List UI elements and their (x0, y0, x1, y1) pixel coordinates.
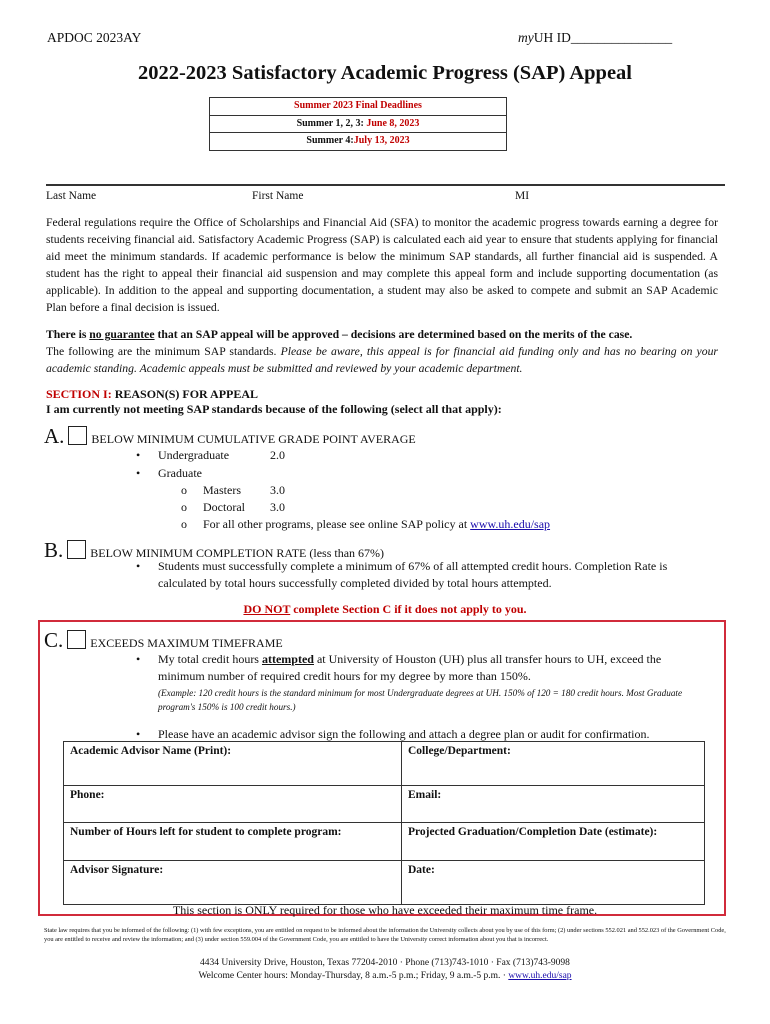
phone-label: Phone: (70, 789, 105, 801)
email-field[interactable] (402, 786, 705, 823)
deadline-2-label: Summer 4: (306, 135, 354, 146)
list-item-other-programs (203, 516, 550, 533)
name-input-line[interactable] (46, 184, 725, 186)
section-1-header (46, 387, 502, 417)
uh-id-prefix: my (518, 30, 534, 45)
masters-label: Masters (203, 483, 241, 497)
deadlines-heading: Summer 2023 Final Deadlines (294, 100, 422, 111)
timeframe-text-p1: My total credit hours (158, 652, 262, 666)
option-b-checkbox[interactable] (67, 540, 86, 559)
footer-link[interactable]: www.uh.edu/sap (508, 971, 572, 981)
deadline-1-date: June 8, 2023 (366, 117, 420, 129)
college-field[interactable] (402, 742, 705, 786)
option-a (44, 424, 416, 449)
guarantee-emphasis: no guarantee (89, 328, 155, 341)
doctoral-label: Doctoral (203, 500, 245, 514)
last-name-label: Last Name (46, 190, 97, 202)
uh-id-field[interactable] (518, 30, 672, 46)
phone-field[interactable] (64, 786, 402, 823)
advisor-instruction-text: Please have an academic advisor sign the following and attach a degree plan or audit for confirmation. (158, 727, 650, 741)
sap-policy-link[interactable]: www.uh.edu/sap (470, 517, 551, 531)
section-1-instruction: I am currently not meeting SAP standards because of the following (select all that apply): (46, 402, 502, 416)
undergrad-label: Undergraduate (158, 448, 230, 462)
first-name-label: First Name (252, 190, 304, 202)
advisor-name-label: Academic Advisor Name (Print): (70, 745, 232, 757)
option-c-checkbox[interactable] (67, 630, 86, 649)
section-c-note: This section is ONLY required for those who have exceeded their maximum time frame. (172, 903, 598, 917)
option-b-label: BELOW MINIMUM COMPLETION RATE (less than 67%) (90, 546, 385, 560)
timeframe-example: (Example: 120 credit hours is the standard minimum for most Undergraduate degrees at UH. 150% of 120 = 180 credit hours. Most Graduate program's 150% is 100 credit hours.) (158, 688, 683, 712)
deadline-1-label: Summer 1, 2, 3: (296, 117, 364, 129)
option-c-label: EXCEEDS MAXIMUM TIMEFRAME (90, 636, 283, 650)
grad-date-field[interactable] (402, 823, 705, 861)
section-1-heading: REASON(S) FOR APPEAL (114, 387, 259, 401)
warning-text: complete Section C if it does not apply to you. (290, 602, 527, 616)
hours-left-label: Number of Hours left for student to complete program: (70, 826, 342, 838)
hours-left-field[interactable] (64, 823, 402, 861)
advisor-name-field[interactable] (64, 742, 402, 786)
footer-hours (0, 970, 770, 983)
deadline-row-1 (210, 115, 506, 133)
advisor-signature-label: Advisor Signature: (70, 864, 164, 876)
undergrad-gpa: 2.0 (270, 448, 285, 462)
option-c (44, 628, 283, 653)
guarantee-p1: There is (46, 328, 90, 341)
completion-rate-text (158, 558, 688, 592)
timeframe-attempted: attempted (261, 652, 314, 666)
intro-paragraph: Federal regulations require the Office of Scholarships and Financial Aid (SFA) to monitor the academic progress towards earning a degree for students receiving financial aid. Satisfactory Academic Progress (SAP) is calculated each aid year to ensure that students applying for financial aid meet the minimum standards. If academic performance is below the minimum SAP standards, all further financial aid is suspended. A student has the right to appeal their financial aid suspension and may complete this appeal form and include supporting documentation (as applicable). In addition to the appeal and supporting documentation, a student may also be asked to compete and submit an SAP Academic Plan before a final decision is issued. (46, 216, 718, 314)
timeframe-text (158, 651, 688, 685)
graduate-label: Graduate (158, 466, 202, 480)
page-title: 2022-2023 Satisfactory Academic Progress (SAP) Appeal (137, 62, 633, 84)
option-a-checkbox[interactable] (68, 426, 87, 445)
list-item-graduate (158, 465, 202, 482)
email-label: Email: (408, 789, 442, 801)
uh-id-label: UH ID_______________ (533, 30, 673, 45)
section-1-label: SECTION I: (46, 387, 115, 401)
deadline-2-date: July 13, 2023 (353, 135, 410, 146)
warning-do-not: DO NOT (243, 602, 291, 616)
date-field[interactable] (402, 861, 705, 905)
standards-note: Please be aware, this appeal is for financial aid funding only and has no bearing on your academic standing. Academic appeals must be submitted and reviewed by your academic department. (46, 345, 718, 375)
list-item-doctoral (203, 499, 285, 516)
date-label: Date: (408, 864, 435, 876)
legal-footnote: State law requires that you be informed of the following: (1) with few exceptions, you are entitled on request to be informed about the information the University collects about you by use of this form; (2) under sections 552.021 and 552.023 of the Government Code, you are entitled to receive and review the information; and (3) under section 559.004 of the Government Code, you are entitled to have the University correct information about you that is incorrect. (44, 927, 726, 943)
section-c-warning (0, 602, 770, 617)
advisor-table (63, 741, 705, 905)
deadline-row-2 (210, 132, 506, 150)
guarantee-p3: that an SAP appeal will be approved – decisions are determined based on the merits of the case. (154, 328, 633, 341)
timeframe-text-p2: at University of Houston (UH) plus all transfer hours to UH, exceed the minimum number of required credit hours for my degree by more than 150%. (158, 652, 662, 683)
doctoral-gpa: 3.0 (270, 500, 285, 514)
guarantee-statement (46, 326, 718, 377)
college-label: College/Department: (408, 745, 511, 757)
grad-date-label: Projected Graduation/Completion Date (estimate): (408, 826, 658, 838)
standards-lead: The following are the minimum SAP standards. (46, 345, 281, 358)
list-item-masters (203, 482, 285, 499)
list-item-undergrad (158, 447, 285, 464)
masters-gpa: 3.0 (270, 483, 285, 497)
mi-label: MI (515, 190, 530, 202)
deadlines-box (209, 97, 507, 151)
advisor-signature-field[interactable] (64, 861, 402, 905)
option-c-letter: C. (44, 628, 64, 652)
completion-rate-description: Students must successfully complete a minimum of 67% of all attempted credit hours. Completion Rate is calculated by total hours successfully completed divided by total hours attempted. (158, 559, 668, 590)
option-a-letter: A. (44, 424, 65, 448)
option-b-letter: B. (44, 538, 64, 562)
footer-hours-text: Welcome Center hours: Monday-Thursday, 8 a.m.-5 p.m.; Friday, 9 a.m.-5 p.m. · (198, 971, 509, 981)
document-code: APDOC 2023AY (47, 30, 142, 45)
footer-address: 4434 University Drive, Houston, Texas 77204-2010 · Phone (713)743-1010 · Fax (713)743-9098 (200, 958, 570, 968)
option-a-label: BELOW MINIMUM CUMULATIVE GRADE POINT AVERAGE (91, 432, 416, 446)
other-programs-text: For all other programs, please see online SAP policy at (203, 517, 471, 531)
